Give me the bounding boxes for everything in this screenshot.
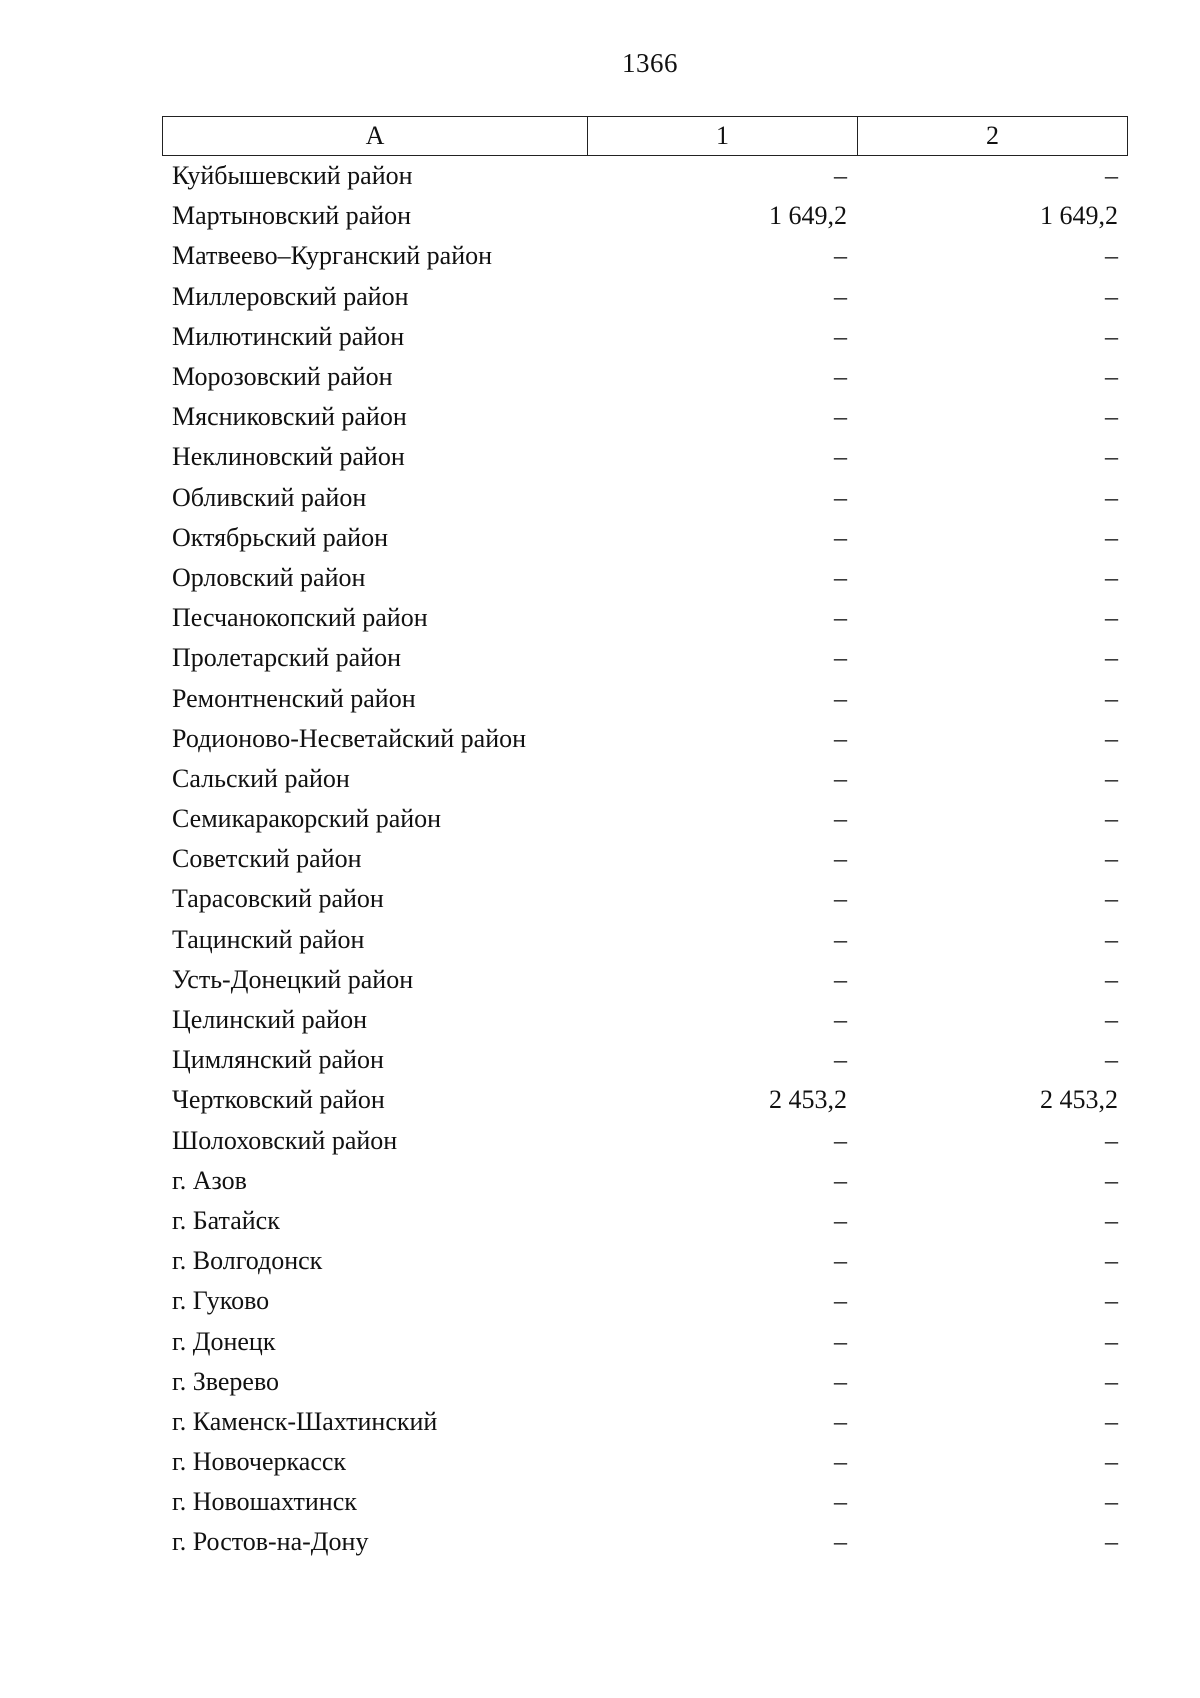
row-territory-name: Орловский район bbox=[172, 562, 366, 592]
row-value-column-2: – bbox=[1105, 562, 1118, 592]
row-value-column-1: – bbox=[834, 924, 847, 954]
row-value-column-1: – bbox=[834, 402, 847, 432]
row-value-column-1: – bbox=[834, 804, 847, 834]
table-row bbox=[162, 437, 1128, 477]
row-value-column-2: – bbox=[1105, 281, 1118, 311]
table-row bbox=[162, 879, 1128, 919]
row-value-column-1: – bbox=[834, 321, 847, 351]
row-value-column-1: – bbox=[834, 763, 847, 793]
row-value-column-2: – bbox=[1105, 522, 1118, 552]
row-value-column-1: – bbox=[834, 844, 847, 874]
table-row bbox=[162, 317, 1128, 357]
row-value-column-1: – bbox=[834, 1205, 847, 1235]
row-value-column-1: – bbox=[834, 1005, 847, 1035]
row-territory-name: Тарасовский район bbox=[172, 884, 384, 914]
table-row bbox=[162, 1482, 1128, 1522]
row-value-column-1: – bbox=[834, 1045, 847, 1075]
row-value-column-2: – bbox=[1105, 603, 1118, 633]
row-value-column-2: – bbox=[1105, 1527, 1118, 1557]
row-territory-name: Советский район bbox=[172, 844, 362, 874]
row-territory-name: Милютинский район bbox=[172, 321, 405, 351]
row-territory-name: г. Донецк bbox=[172, 1326, 276, 1356]
table-header-row bbox=[162, 116, 1128, 156]
row-value-column-1: – bbox=[834, 562, 847, 592]
page-number: 1366 bbox=[622, 48, 678, 78]
row-value-column-2: – bbox=[1105, 1406, 1118, 1436]
row-value-column-1: – bbox=[834, 884, 847, 914]
row-value-column-1: – bbox=[834, 723, 847, 753]
table-row bbox=[162, 719, 1128, 759]
table-row bbox=[162, 1362, 1128, 1402]
row-value-column-1: – bbox=[834, 281, 847, 311]
row-value-column-1: – bbox=[834, 1125, 847, 1155]
row-value-column-2: – bbox=[1105, 1286, 1118, 1316]
row-value-column-2: – bbox=[1105, 1447, 1118, 1477]
row-territory-name: г. Волгодонск bbox=[172, 1246, 323, 1276]
table-row bbox=[162, 196, 1128, 236]
row-value-column-1: – bbox=[834, 1487, 847, 1517]
row-value-column-2: – bbox=[1105, 1165, 1118, 1195]
row-value-column-2: – bbox=[1105, 1005, 1118, 1035]
row-value-column-1: – bbox=[834, 683, 847, 713]
row-value-column-2: – bbox=[1105, 884, 1118, 914]
table-row bbox=[162, 1281, 1128, 1321]
row-territory-name: Цимлянский район bbox=[172, 1045, 384, 1075]
row-territory-name: Ремонтненский район bbox=[172, 683, 416, 713]
table-row bbox=[162, 759, 1128, 799]
row-territory-name: Чертковский район bbox=[172, 1085, 385, 1115]
table-body bbox=[162, 156, 1128, 1563]
row-value-column-2: – bbox=[1105, 1246, 1118, 1276]
table-row bbox=[162, 1321, 1128, 1361]
row-territory-name: Мясниковский район bbox=[172, 402, 407, 432]
table-row bbox=[162, 1121, 1128, 1161]
table-row bbox=[162, 1442, 1128, 1482]
row-territory-name: Тацинский район bbox=[172, 924, 365, 954]
row-territory-name: Октябрьский район bbox=[172, 522, 388, 552]
row-value-column-2: – bbox=[1105, 321, 1118, 351]
data-table bbox=[162, 116, 1128, 1563]
table-row bbox=[162, 1040, 1128, 1080]
column-header-1: 1 bbox=[588, 117, 858, 155]
row-value-column-1: 1 649,2 bbox=[769, 201, 847, 231]
row-value-column-1: – bbox=[834, 1447, 847, 1477]
row-territory-name: г. Гуково bbox=[172, 1286, 270, 1316]
row-value-column-1: – bbox=[834, 964, 847, 994]
row-territory-name: г. Новочеркасск bbox=[172, 1447, 347, 1477]
row-value-column-2: – bbox=[1105, 723, 1118, 753]
row-value-column-1: – bbox=[834, 362, 847, 392]
row-value-column-2: – bbox=[1105, 482, 1118, 512]
table-row bbox=[162, 478, 1128, 518]
row-value-column-2: – bbox=[1105, 1326, 1118, 1356]
row-territory-name: г. Азов bbox=[172, 1165, 247, 1195]
row-value-column-1: – bbox=[834, 1286, 847, 1316]
row-value-column-1: – bbox=[834, 1246, 847, 1276]
row-value-column-1: – bbox=[834, 241, 847, 271]
row-value-column-2: – bbox=[1105, 683, 1118, 713]
table-row bbox=[162, 1161, 1128, 1201]
row-territory-name: Обливский район bbox=[172, 482, 367, 512]
row-territory-name: Шолоховский район bbox=[172, 1125, 398, 1155]
table-row bbox=[162, 1201, 1128, 1241]
row-territory-name: Целинский район bbox=[172, 1005, 367, 1035]
row-value-column-2: – bbox=[1105, 1045, 1118, 1075]
row-territory-name: Куйбышевский район bbox=[172, 161, 413, 191]
row-value-column-1: – bbox=[834, 1527, 847, 1557]
row-value-column-1: – bbox=[834, 643, 847, 673]
row-value-column-2: – bbox=[1105, 1125, 1118, 1155]
table-row bbox=[162, 638, 1128, 678]
row-value-column-2: 2 453,2 bbox=[1040, 1085, 1118, 1115]
row-territory-name: Сальский район bbox=[172, 763, 350, 793]
row-territory-name: Семикаракорский район bbox=[172, 804, 442, 834]
row-value-column-1: – bbox=[834, 1165, 847, 1195]
table-row bbox=[162, 1000, 1128, 1040]
row-value-column-1: 2 453,2 bbox=[769, 1085, 847, 1115]
table-row bbox=[162, 1241, 1128, 1281]
row-value-column-2: – bbox=[1105, 402, 1118, 432]
row-territory-name: Пролетарский район bbox=[172, 643, 402, 673]
column-header-2: 2 bbox=[986, 121, 999, 150]
table-row bbox=[162, 518, 1128, 558]
row-value-column-2: – bbox=[1105, 1205, 1118, 1235]
row-territory-name: Матвеево–Курганский район bbox=[172, 241, 493, 271]
row-value-column-2: – bbox=[1105, 362, 1118, 392]
table-row bbox=[162, 236, 1128, 276]
row-value-column-2: – bbox=[1105, 964, 1118, 994]
row-value-column-1: – bbox=[834, 1366, 847, 1396]
row-value-column-1: – bbox=[834, 482, 847, 512]
row-value-column-1: – bbox=[834, 1406, 847, 1436]
table-row bbox=[162, 558, 1128, 598]
row-value-column-1: – bbox=[834, 442, 847, 472]
row-value-column-2: – bbox=[1105, 804, 1118, 834]
row-territory-name: Мартыновский район bbox=[172, 201, 412, 231]
row-value-column-2: – bbox=[1105, 161, 1118, 191]
table-row bbox=[162, 277, 1128, 317]
row-value-column-1: – bbox=[834, 1326, 847, 1356]
row-value-column-2: – bbox=[1105, 924, 1118, 954]
table-row bbox=[162, 1402, 1128, 1442]
row-territory-name: Неклиновский район bbox=[172, 442, 405, 472]
table-row bbox=[162, 678, 1128, 718]
table-row bbox=[162, 960, 1128, 1000]
column-header-a: А bbox=[163, 117, 588, 155]
row-territory-name: Родионово-Несветайский район bbox=[172, 723, 527, 753]
row-territory-name: г. Новошахтинск bbox=[172, 1487, 357, 1517]
table-row bbox=[162, 839, 1128, 879]
row-value-column-2: – bbox=[1105, 1366, 1118, 1396]
row-territory-name: г. Зверево bbox=[172, 1366, 280, 1396]
table-row bbox=[162, 799, 1128, 839]
row-value-column-1: – bbox=[834, 603, 847, 633]
table-row bbox=[162, 357, 1128, 397]
row-territory-name: Морозовский район bbox=[172, 362, 393, 392]
row-value-column-2: – bbox=[1105, 442, 1118, 472]
row-territory-name: г. Ростов-на-Дону bbox=[172, 1527, 369, 1557]
row-value-column-2: – bbox=[1105, 844, 1118, 874]
row-territory-name: Миллеровский район bbox=[172, 281, 409, 311]
table-row bbox=[162, 598, 1128, 638]
table-row bbox=[162, 920, 1128, 960]
row-territory-name: Усть-Донецкий район bbox=[172, 964, 414, 994]
table-row bbox=[162, 1080, 1128, 1120]
row-value-column-1: – bbox=[834, 161, 847, 191]
row-territory-name: Песчанокопский район bbox=[172, 603, 428, 633]
row-value-column-2: 1 649,2 bbox=[1040, 201, 1118, 231]
table-row bbox=[162, 397, 1128, 437]
row-territory-name: г. Батайск bbox=[172, 1205, 280, 1235]
row-value-column-2: – bbox=[1105, 241, 1118, 271]
row-value-column-2: – bbox=[1105, 763, 1118, 793]
row-value-column-1: – bbox=[834, 522, 847, 552]
row-value-column-2: – bbox=[1105, 643, 1118, 673]
table-row bbox=[162, 1522, 1128, 1562]
row-value-column-2: – bbox=[1105, 1487, 1118, 1517]
row-territory-name: г. Каменск-Шахтинский bbox=[172, 1406, 438, 1436]
table-row bbox=[162, 156, 1128, 196]
